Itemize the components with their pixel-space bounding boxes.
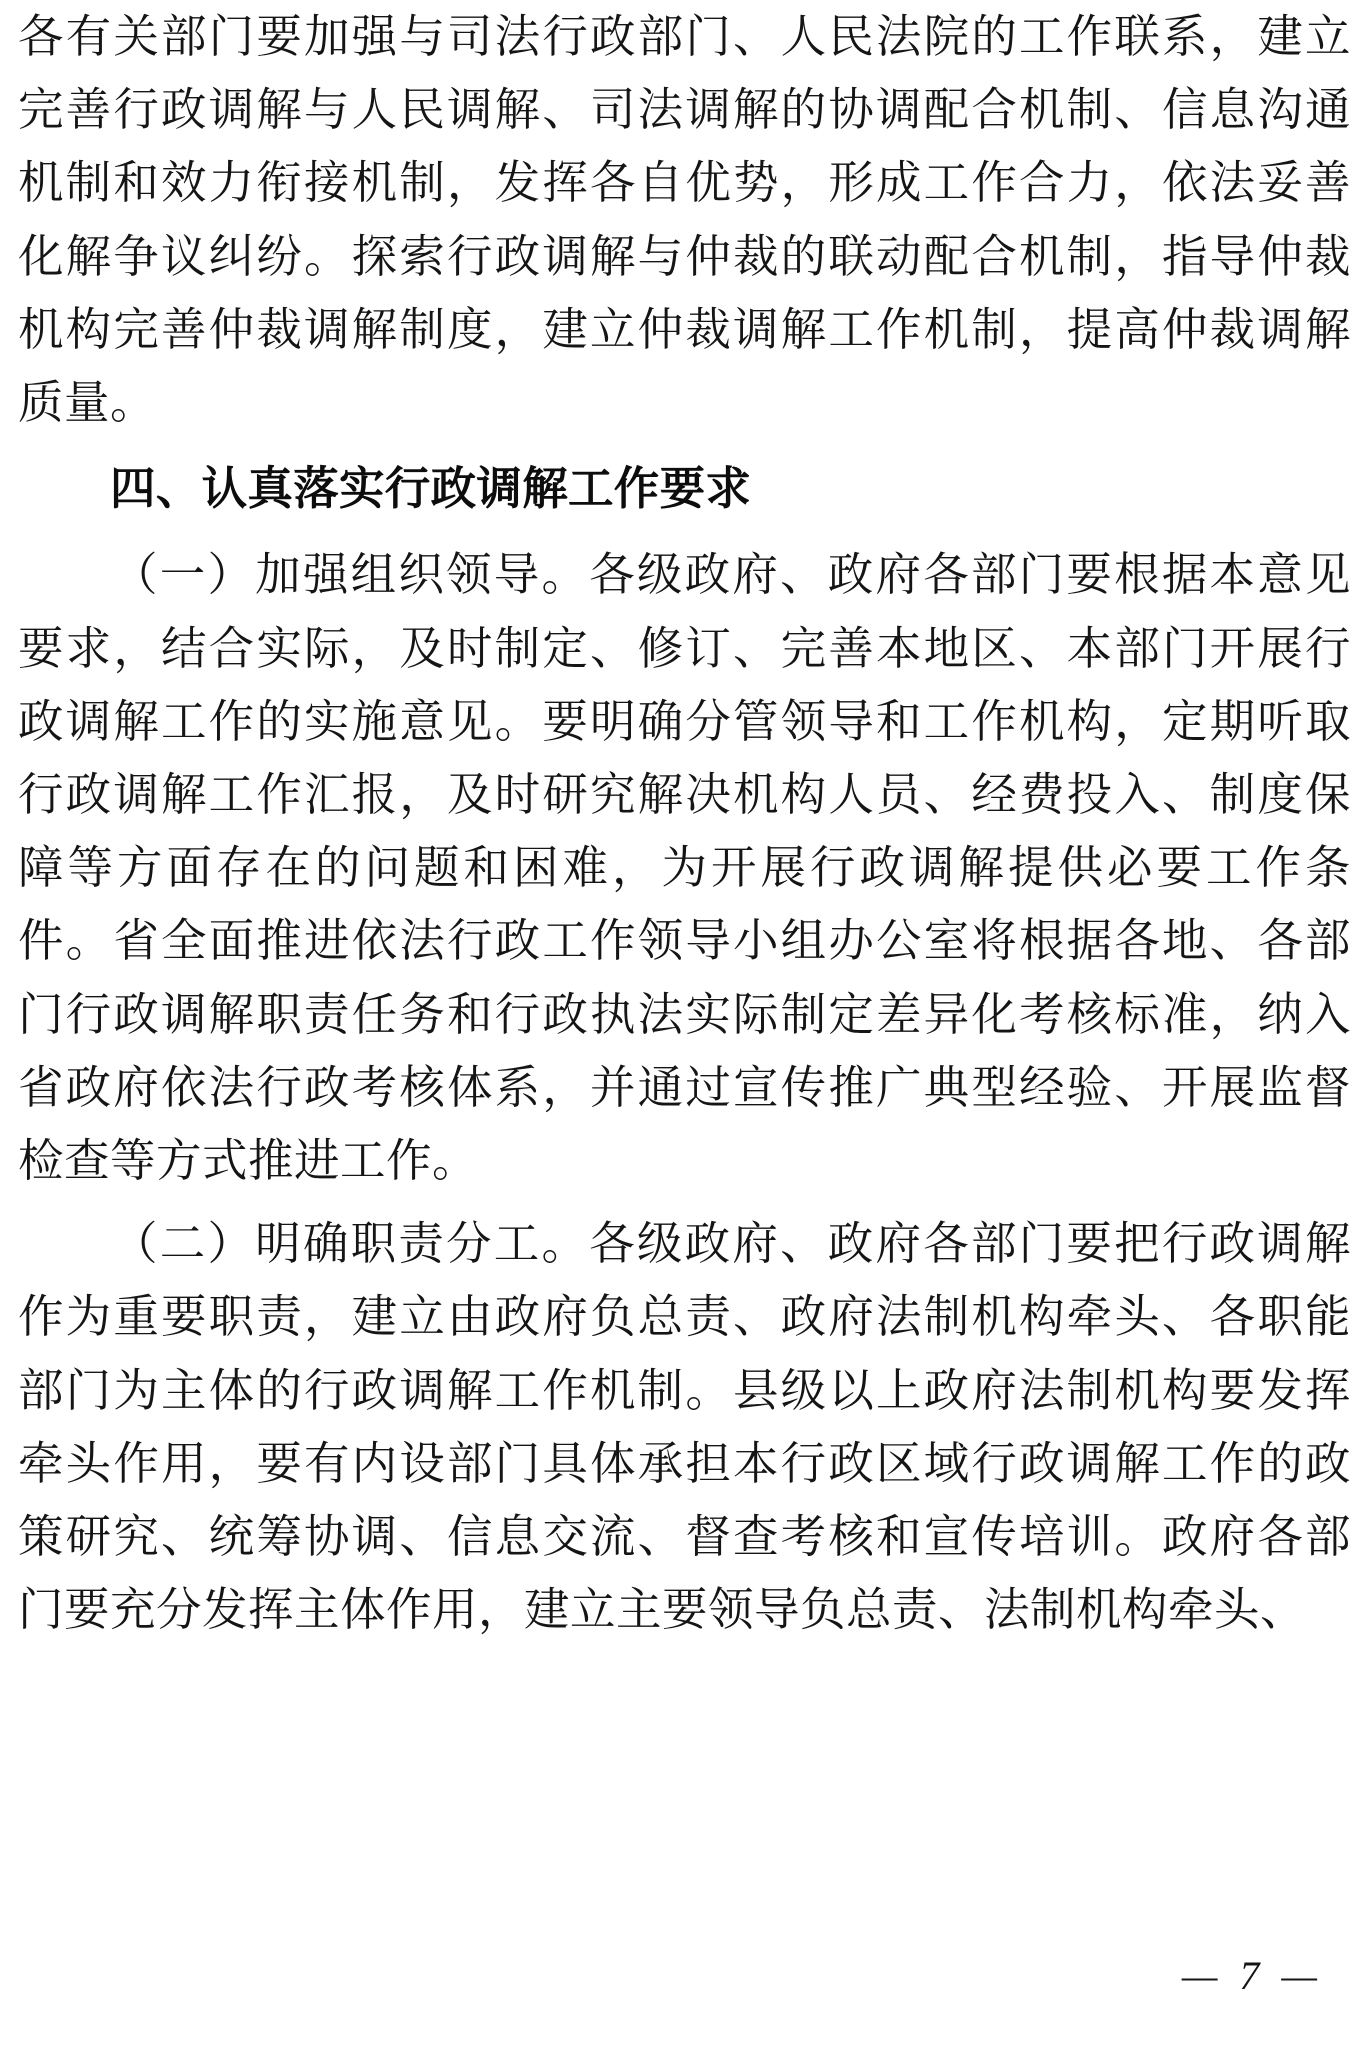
page-number: — 7 —	[1181, 1953, 1323, 1998]
page-content	[18, 0, 1351, 1646]
paragraph-item-two	[18, 1207, 1351, 1646]
item-one-lead: （一）加强组织领导。	[112, 549, 590, 601]
heading-spacer	[18, 439, 1351, 452]
item-one-text: 各级政府、政府各部门要根据本意见要求，结合实际，及时制定、修订、完善本地区、本部门开展行政调解工作的实施意见。要明确分管领导和工作机构，定期听取行政调解工作汇报，及时研究解决机构人员、经费投入、制度保障等方面存在的问题和困难，为开展行政调解提供必要工作条件。省全面推进依法行政工作领导小组办公室将根据各地、各部门行政调解职责任务和行政执法实际制定差异化考核标准，纳入省政府依法行政考核体系，并通过宣传推广典型经验、开展监督检查等方式推进工作。	[18, 549, 1351, 1187]
paragraph-continued: 各有关部门要加强与司法行政部门、人民法院的工作联系，建立完善行政调解与人民调解、司法调解的协调配合机制、信息沟通机制和效力衔接机制，发挥各自优势，形成工作合力，依法妥善化解争议纠纷。探索行政调解与仲裁的联动配合机制，指导仲裁机构完善仲裁调解制度，建立仲裁调解工作机制，提高仲裁调解质量。	[18, 11, 1351, 429]
paragraph-item-one	[18, 538, 1351, 1197]
item-two-text: 各级政府、政府各部门要把行政调解作为重要职责，建立由政府负总责、政府法制机构牵头、各职能部门为主体的行政调解工作机制。县级以上政府法制机构要发挥牵头作用，要有内设部门具体承担本行政区域行政调解工作的政策研究、统筹协调、信息交流、督查考核和宣传培训。政府各部门要充分发挥主体作用，建立主要领导负总责、法制机构牵头、	[18, 1218, 1351, 1636]
heading-spacer-bottom	[18, 525, 1351, 538]
paragraph-spacer	[18, 1197, 1351, 1207]
item-two-lead: （二）明确职责分工。	[112, 1218, 590, 1270]
section-heading-four: 四、认真落实行政调解工作要求	[110, 462, 752, 516]
